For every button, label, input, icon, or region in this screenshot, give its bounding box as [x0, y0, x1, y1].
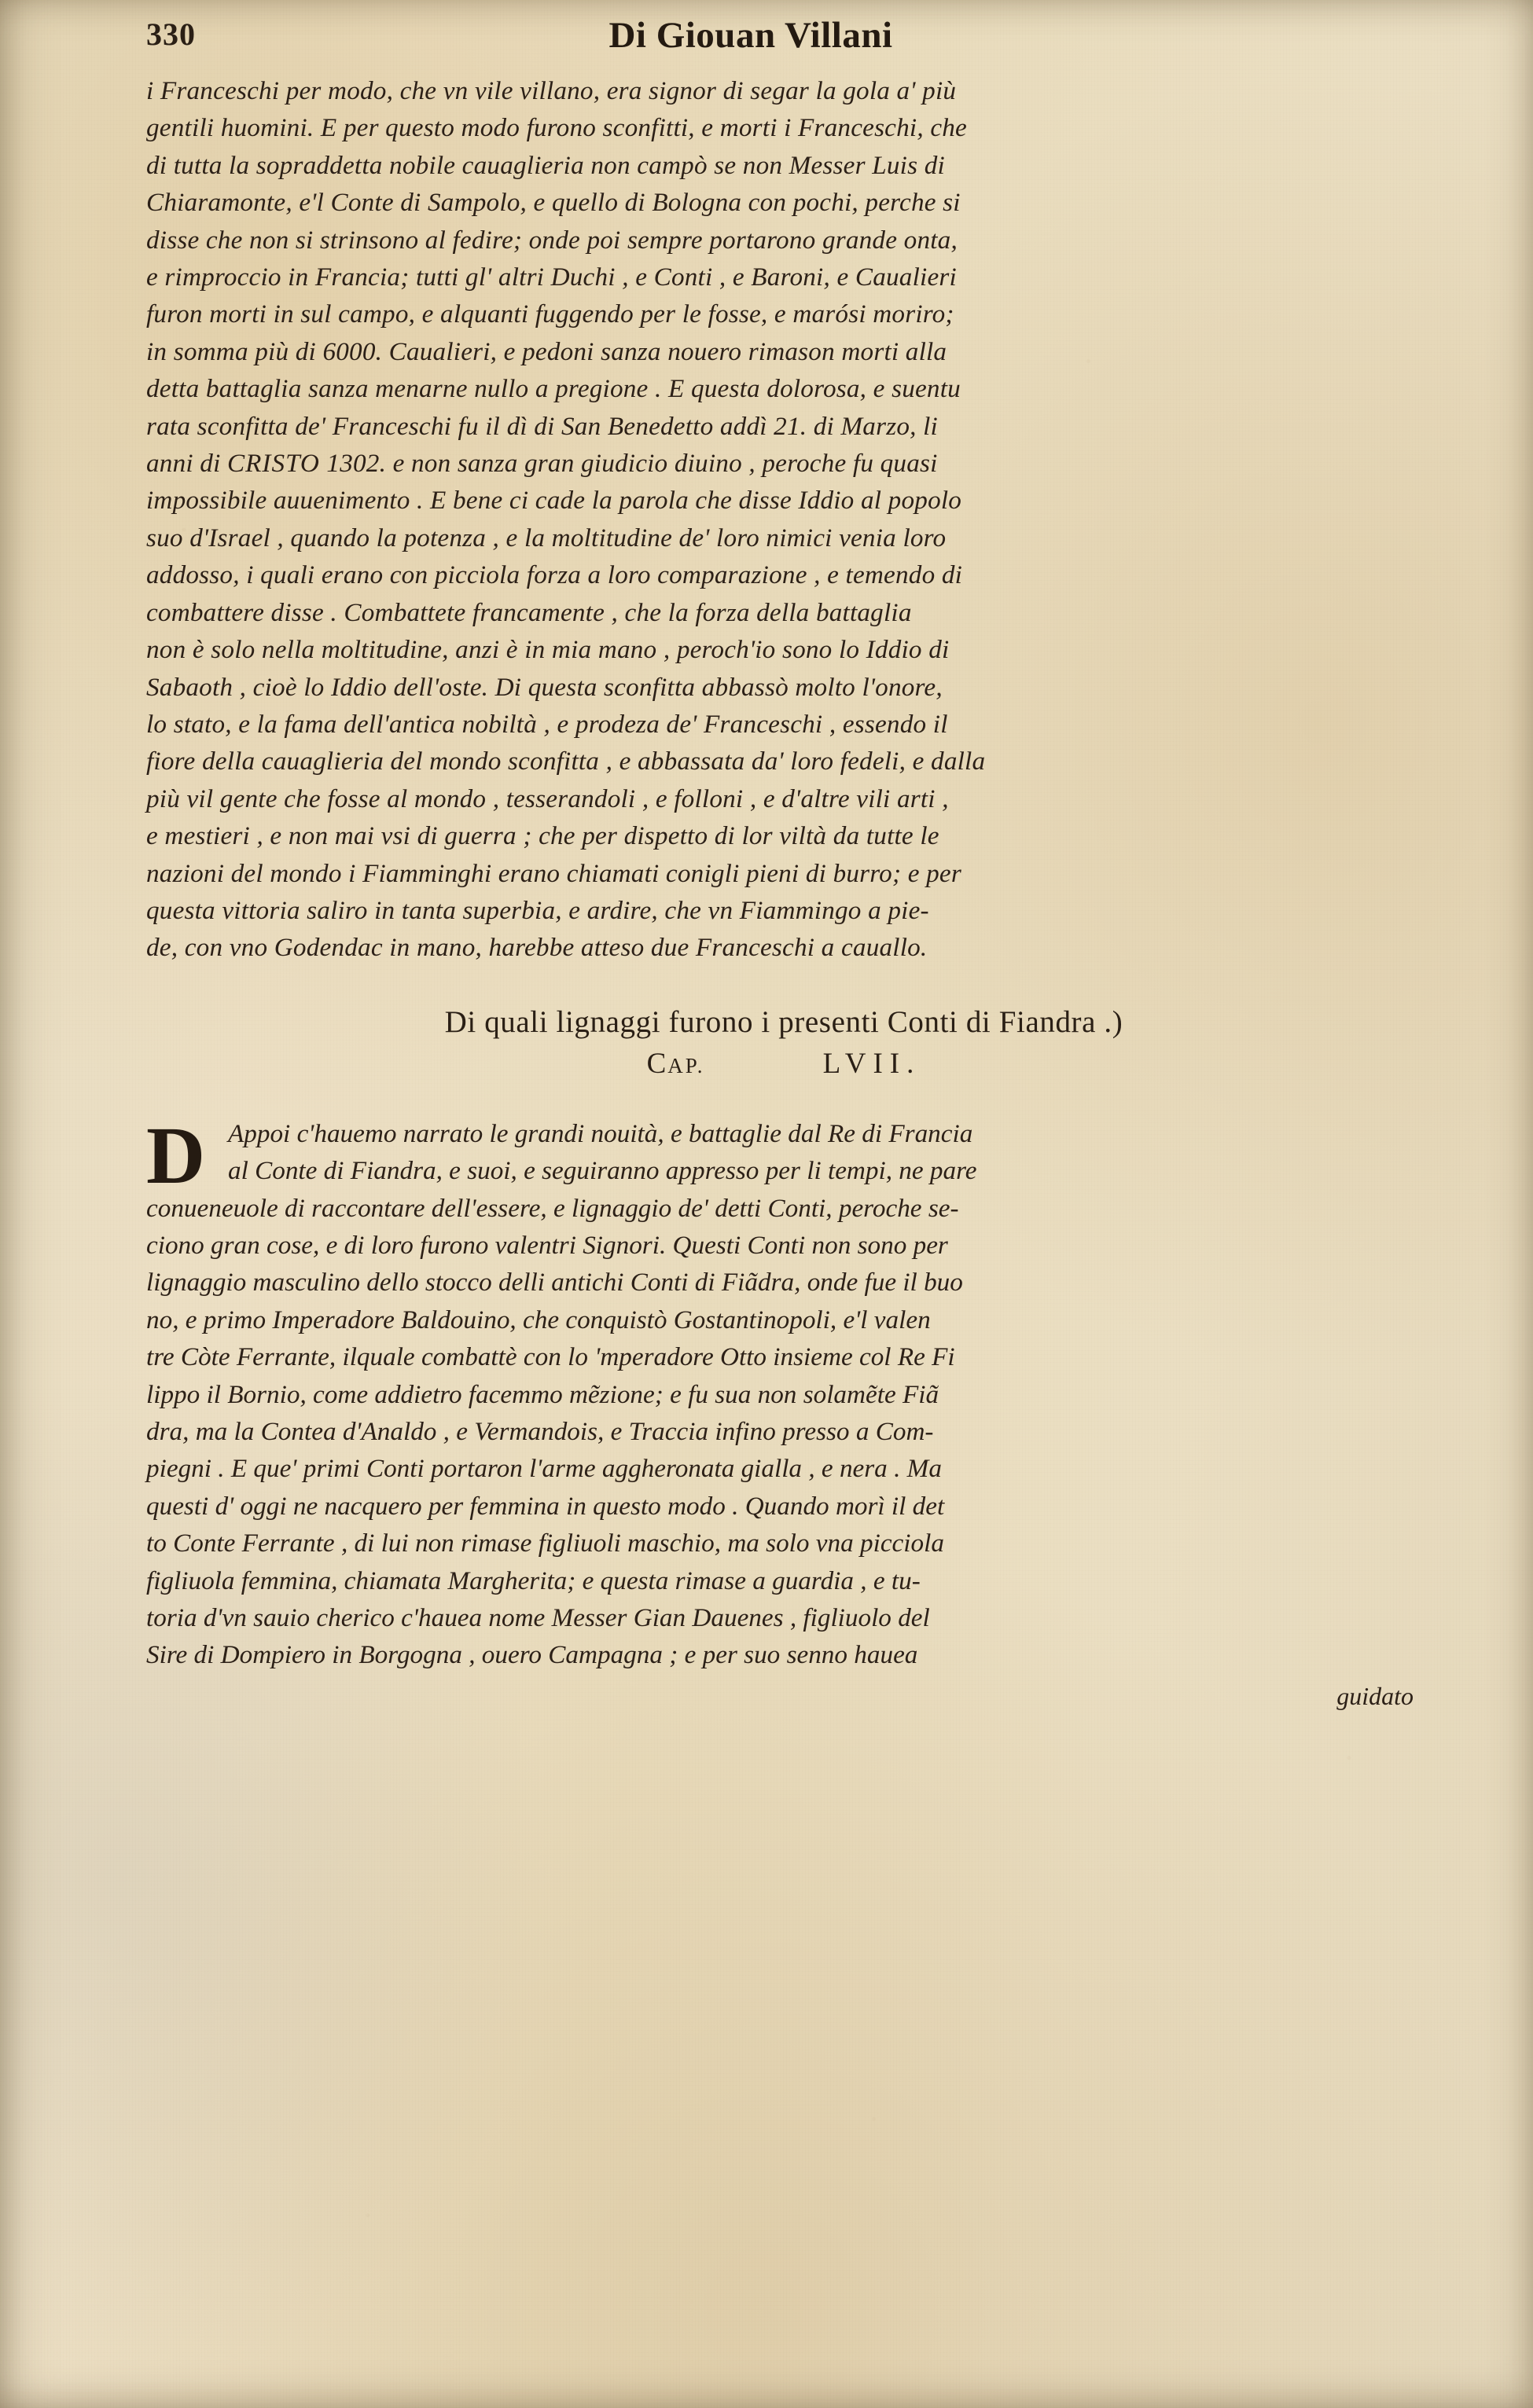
text-line: impossibile auuenimento . E bene ci cade la parola che disse Iddio al popolo — [146, 486, 962, 516]
text-line: to Conte Ferrante , di lui non rimase figliuoli maschio, ma solo vna picciola — [146, 1529, 944, 1558]
text-line: i Franceschi per modo, che vn vile villano, era signor di segar la gola a' più — [146, 76, 957, 105]
text-line: tre Còte Ferrante, ilquale combattè con lo 'mperadore Otto insieme col Re Fi — [146, 1342, 955, 1372]
paragraph-chapter-body — [146, 1110, 1458, 1674]
text-line: suo d'Israel , quando la potenza , e la moltitudine de' loro nimici venia loro — [146, 523, 947, 552]
chapter-title: Di quali lignaggi furono i presenti Conti di Fiandra .) — [444, 1004, 1123, 1039]
text-line: Sire di Dompiero in Borgogna , ouero Campagna ; e per suo senno hauea — [146, 1640, 918, 1670]
text-line: addosso, i quali erano con picciola forza a loro comparazione , e temendo di — [146, 560, 963, 590]
paragraph-continuation — [146, 72, 1458, 967]
text-line: questi d' oggi ne nacquero per femmina in questo modo . Quando morì il det — [146, 1491, 945, 1521]
text-line: e rimproccio in Francia; tutti gl' altri Duchi , e Conti , e Baroni, e Caualieri — [146, 262, 957, 292]
text-line: questa vittoria saliro in tanta superbia, e ardire, che vn Fiammingo a pie- — [146, 895, 929, 925]
body-text-block — [0, 72, 1533, 967]
text-line: toria d'vn sauio cherico c'hauea nome Messer Gian Dauenes , figliuolo del — [146, 1603, 930, 1633]
catchword: guidato — [1336, 1681, 1414, 1710]
text-line: di tutta la sopraddetta nobile cauaglieria non campò se non Messer Luis di — [146, 150, 945, 180]
text-line: lo stato, e la fama dell'antica nobiltà , e prodeza de' Franceschi , essendo il — [146, 709, 948, 739]
text-line: de, con vno Godendac in mano, harebbe atteso due Franceschi a cauallo. — [146, 933, 928, 963]
text-line: disse che non si strinsono al fedire; onde poi sempre portarono grande onta, — [146, 225, 958, 255]
text-line: ciono gran cose, e di loro furono valentri Signori. Questi Conti non sono per — [146, 1230, 948, 1260]
text-line: combattere disse . Combattete francamente , che la forza della battaglia — [146, 597, 912, 627]
text-line: piegni . E que' primi Conti portaron l'arme aggheronata gialla , e nera . Ma — [146, 1454, 942, 1484]
text-line: furon morti in sul campo, e alquanti fuggendo per le fosse, e marósi moriro; — [146, 299, 954, 329]
drop-cap: D — [146, 1110, 206, 1201]
text-line: non è solo nella moltitudine, anzi è in mia mano , peroch'io sono lo Iddio di — [146, 635, 950, 665]
chapter-cap-line — [110, 1047, 1458, 1081]
chapter-heading — [0, 1003, 1533, 1081]
text-line: in somma più di 6000. Caualieri, e pedoni sanza nouero rimason morti alla — [146, 336, 947, 366]
chapter-cap-label: CAP. — [646, 1047, 705, 1080]
text-line: Sabaoth , cioè lo Iddio dell'oste. Di questa sconfitta abbassò molto l'onore, — [146, 672, 943, 702]
text-line: Appoi c'hauemo narrato le grandi nouità, e battaglie dal Re di Francia — [228, 1118, 973, 1148]
text-line: lippo il Bornio, come addietro facemmo mẽzione; e fu sua non solamẽte Fiã — [146, 1379, 939, 1409]
chapter-body-block — [0, 1110, 1533, 1674]
text-line: rata sconfitta de' Franceschi fu il dì di San Benedetto addì 21. di Marzo, li — [146, 411, 938, 441]
running-head — [0, 0, 1533, 72]
running-head-title: Di Giouan Villani — [608, 15, 893, 56]
small-caps-run: CRISTO — [227, 449, 320, 479]
text-line: nazioni del mondo i Fiamminghi erano chiamati conigli pieni di burro; e per — [146, 858, 961, 888]
text-line: fiore della cauaglieria del mondo sconfitta , e abbassata da' loro fedeli, e dalla — [146, 747, 986, 776]
text-line: più vil gente che fosse al mondo , tesserandoli , e folloni , e d'altre vili arti , — [146, 784, 949, 813]
folio-number: 330 — [146, 17, 196, 52]
text-line: figliuola femmina, chiamata Margherita; e questa rimase a guardia , e tu- — [146, 1566, 921, 1595]
text-line: dra, ma la Contea d'Analdo , e Vermandois, e Traccia infino presso a Com- — [146, 1417, 934, 1446]
text-line: conueneuole di raccontare dell'essere, e lignaggio de' detti Conti, peroche se- — [146, 1193, 959, 1223]
text-line: anni di CRISTO 1302. e non sanza gran giudicio diuino , peroche fu quasi — [146, 449, 938, 479]
text-line: gentili huomini. E per questo modo furono sconfitti, e morti i Franceschi, che — [146, 113, 967, 143]
text-line: no, e primo Imperadore Baldouino, che conquistò Gostantinopoli, e'l valen — [146, 1305, 931, 1334]
text-line: e mestieri , e non mai vsi di guerra ; che per dispetto di lor viltà da tutte le — [146, 821, 939, 851]
text-line: detta battaglia sanza menarne nullo a pregione . E questa dolorosa, e suentu — [146, 374, 961, 404]
text-line: al Conte di Fiandra, e suoi, e seguiranno appresso per li tempi, ne pare — [228, 1156, 977, 1186]
chapter-number: LVII. — [822, 1047, 921, 1080]
text-line: Chiaramonte, e'l Conte di Sampolo, e quello di Bologna con pochi, perche si — [146, 188, 961, 218]
text-line: lignaggio masculino dello stocco delli antichi Conti di Fiãdra, onde fue il buo — [146, 1268, 963, 1298]
